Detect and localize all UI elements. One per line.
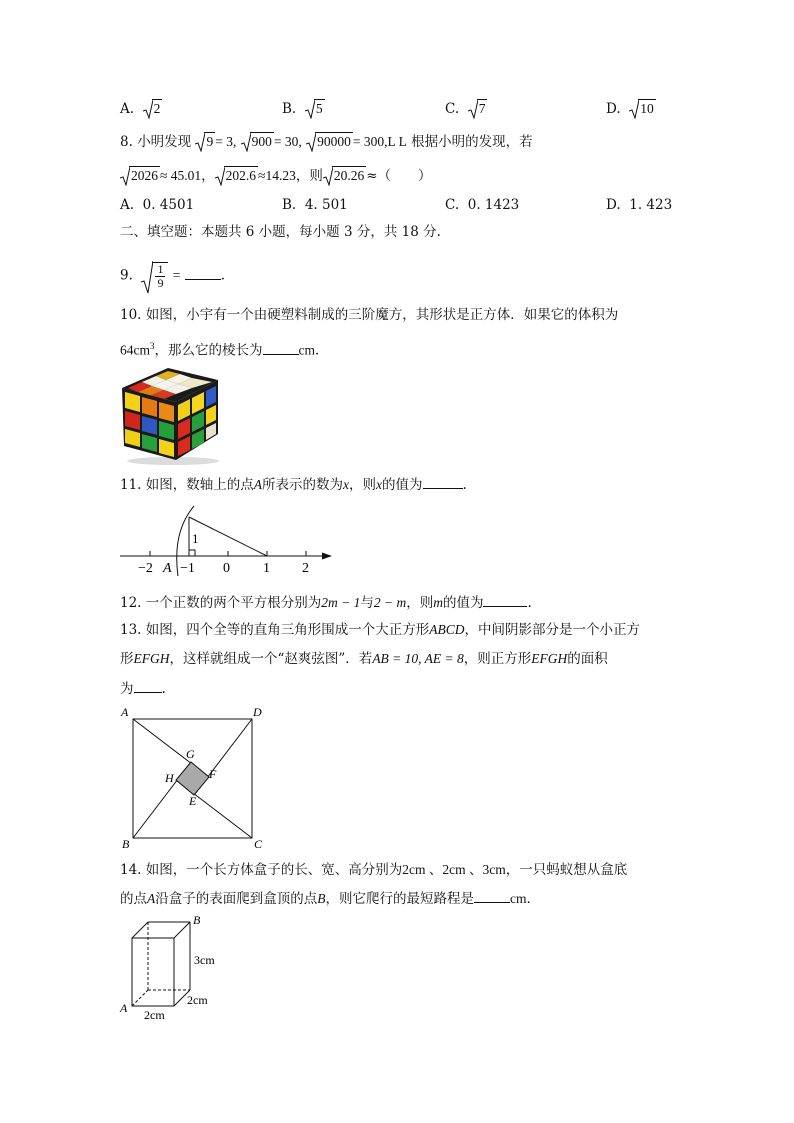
q7-option-a[interactable]: A. 2 [120,101,161,117]
tick-label: −1 [180,561,195,576]
q8-option-d[interactable]: D. 1. 423 [606,197,673,213]
tick-label: 1 [263,561,270,576]
sqrt-fraction: $\frac{1}{9}$ [141,262,168,290]
square-efgh [176,762,209,795]
section-heading: 二、填空题：本题共 6 小题，每小题 3 分，共 18 分. [120,224,441,240]
answer-blank[interactable] [483,592,527,607]
vertex-label-b: B [122,837,130,850]
q13-line2: 形EFGH，这样就组成一个“赵爽弦图”．若AB = 10, AE = 8，则正方形EFGH的面积 [120,651,608,667]
tick-label: 0 [223,561,230,576]
vertex-label-g: G [186,747,195,761]
height-label: 1 [192,531,199,546]
q14-line2: 的点A沿盒子的表面爬到盒顶的点B，则它爬行的最短路程是 cm． [120,888,540,909]
q7-option-c[interactable]: C. 7 [445,101,486,117]
q8-option-a[interactable]: A. 0. 4501 [120,197,195,213]
rubiks-cube-image [118,364,222,466]
answer-blank[interactable] [474,888,510,903]
q9: 9. $\frac{1}{9}$ = . [120,262,225,290]
answer-blank[interactable] [134,678,162,693]
sqrt: 2 [143,99,163,119]
q14-line1: 14. 如图，一个长方体盒子的长、宽、高分别为2cm 、2cm 、3cm，一只蚂蚁想从盒底 [120,862,628,878]
vertex-label-c: C [254,837,263,850]
tick-label: 2 [302,561,309,576]
zhao-shuang-diagram [118,702,268,850]
arrow-right-icon [322,553,332,560]
q8-option-c[interactable]: C. 0. 1423 [445,197,520,213]
point-a-label: A [163,561,172,576]
point-a-label: A [120,1001,128,1015]
vertex-label-f: F [209,767,217,781]
q8-option-b[interactable]: B. 4. 501 [282,197,348,213]
vertex-label-a: A [121,705,129,719]
q7-option-d[interactable]: D. 10 [606,101,654,117]
answer-blank[interactable] [263,340,299,355]
number-line-figure [116,498,336,580]
q7-option-b[interactable]: B. 5 [282,101,323,117]
vertex-label-d: D [253,705,262,719]
q10-line2: $64cm^3$，那么它的棱长为 cm． [120,341,329,359]
tick-label: −2 [138,561,153,576]
answer-blank[interactable] [185,265,221,280]
q8-stem-line1: 8. 小明发现 9 = 3, 900 = 30, 90000 = 300,L L 根据小明的发现，若 [120,134,533,150]
height-label: 3cm [194,953,215,967]
q8-stem-line2: 2026 ≈ 45.01， 202.6 ≈14.23，则 20.26 ≈（ ） [120,166,432,186]
point-b-label: B [193,913,201,927]
vertex-label-e: E [189,794,197,808]
q11-stem: 11. 如图，数轴上的点A所表示的数为x，则x的值为 . [120,474,467,495]
cuboid-figure [116,912,226,1022]
length-label: 2cm [144,1008,165,1022]
q13-line1: 13. 如图，四个全等的直角三角形围成一个大正方形ABCD，中间阴影部分是一个小正方 [120,622,641,638]
answer-blank[interactable] [423,474,463,489]
vertex-label-h: H [165,771,174,785]
q10-line1: 10. 如图，小宇有一个由硬塑料制成的三阶魔方，其形状是正方体．如果它的体积为 [120,307,619,323]
width-label: 2cm [187,993,208,1007]
q13-line3: 为 . [120,678,166,699]
q12-stem: 12. 一个正数的两个平方根分别为2m − 1与2 − m，则m的值为 . [120,592,532,613]
